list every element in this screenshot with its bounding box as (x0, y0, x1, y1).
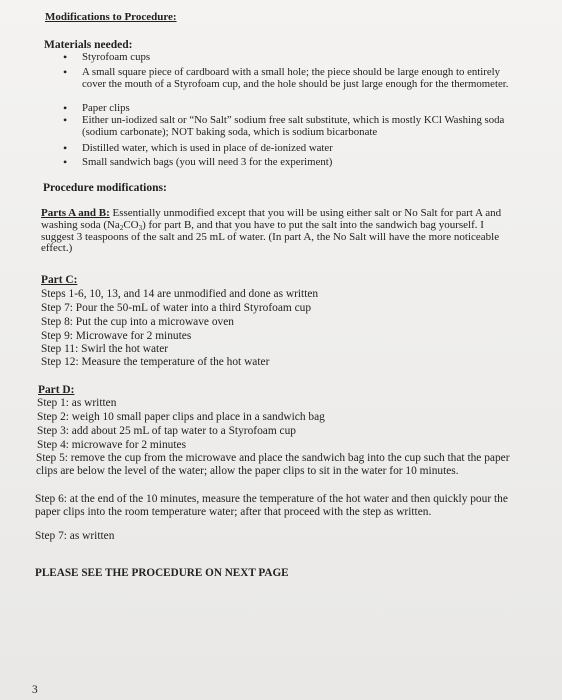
part-d-line: Step 7: as written (35, 530, 115, 542)
bullet: • (63, 113, 68, 127)
material-item: Styrofoam cups (82, 51, 151, 63)
bullet: • (63, 50, 68, 64)
parts-ab-text: ) for part B, and that you have to put the salt into the sandwich bag yourself. I suggest 3 teaspoons of the salt and 25 mL of water. (In part A, the No Salt will have the more noticeable effect.) (41, 218, 500, 255)
bullet: • (63, 155, 68, 169)
part-c-line: Steps 1-6, 10, 13, and 14 are unmodified and done as written (41, 288, 319, 300)
materials-title: Materials needed: (44, 39, 133, 51)
subscript: 3 (138, 223, 143, 232)
modifications-heading: Modifications to Procedure: (45, 11, 177, 23)
subscript: 2 (119, 223, 124, 232)
part-d-line: Step 5: remove the cup from the microwave and place the sandwich bag into the cup such that the paper clips are below the level of the water; allow the paper clips to sit in the water for 10 minutes. (36, 452, 510, 477)
part-c-label: Part C: (41, 274, 78, 286)
material-item: Paper clips (82, 102, 130, 114)
parts-ab-text: CO (123, 218, 139, 231)
bullet: • (63, 141, 68, 155)
bullet: • (63, 101, 68, 115)
part-c-line: Step 7: Pour the 50-mL of water into a third Styrofoam cup (41, 302, 312, 314)
procedure-title: Procedure modifications: (43, 182, 167, 194)
material-item: A small square piece of cardboard with a small hole; the piece should be large enough to entirely cover the mouth of a Styrofoam cup, and the hole should be just large enough for the thermometer. (82, 66, 509, 90)
page-number: 3 (32, 684, 38, 696)
part-d-line: Step 6: at the end of the 10 minutes, measure the temperature of the hot water and then quickly pour the paper clips into the room temperature water; after that proceed with the step as written. (35, 493, 508, 518)
parts-ab-label: Parts A and B: (41, 207, 110, 219)
part-c-line: Step 12: Measure the temperature of the hot water (41, 356, 270, 368)
part-c-line: Step 11: Swirl the hot water (41, 343, 169, 355)
parts-ab-text: Essentially unmodified except that you will be using either salt or No Salt for part A and washing soda (Na (41, 207, 502, 231)
part-d-line: Step 1: as written (37, 397, 117, 409)
material-item: Small sandwich bags (you will need 3 for the experiment) (82, 156, 333, 168)
part-d-line: Step 3: add about 25 mL of tap water to a Styrofoam cup (37, 425, 296, 437)
part-c-line: Step 9: Microwave for 2 minutes (41, 330, 192, 342)
bullet: • (63, 65, 68, 79)
part-c-line: Step 8: Put the cup into a microwave oven (41, 316, 234, 328)
part-d-line: Step 2: weigh 10 small paper clips and place in a sandwich bag (37, 411, 325, 423)
material-item: Either un-iodized salt or “No Salt” sodium free salt substitute, which is mostly KCl Washing soda (sodium carbonate); NOT baking soda, which is sodium bicarbonate (82, 114, 505, 138)
next-page-notice: PLEASE SEE THE PROCEDURE ON NEXT PAGE (35, 567, 289, 579)
part-d-line: Step 4: microwave for 2 minutes (37, 439, 186, 451)
material-item: Distilled water, which is used in place of de-ionized water (82, 142, 333, 154)
parts-ab-paragraph (41, 208, 519, 255)
part-d-label: Part D: (38, 384, 75, 396)
